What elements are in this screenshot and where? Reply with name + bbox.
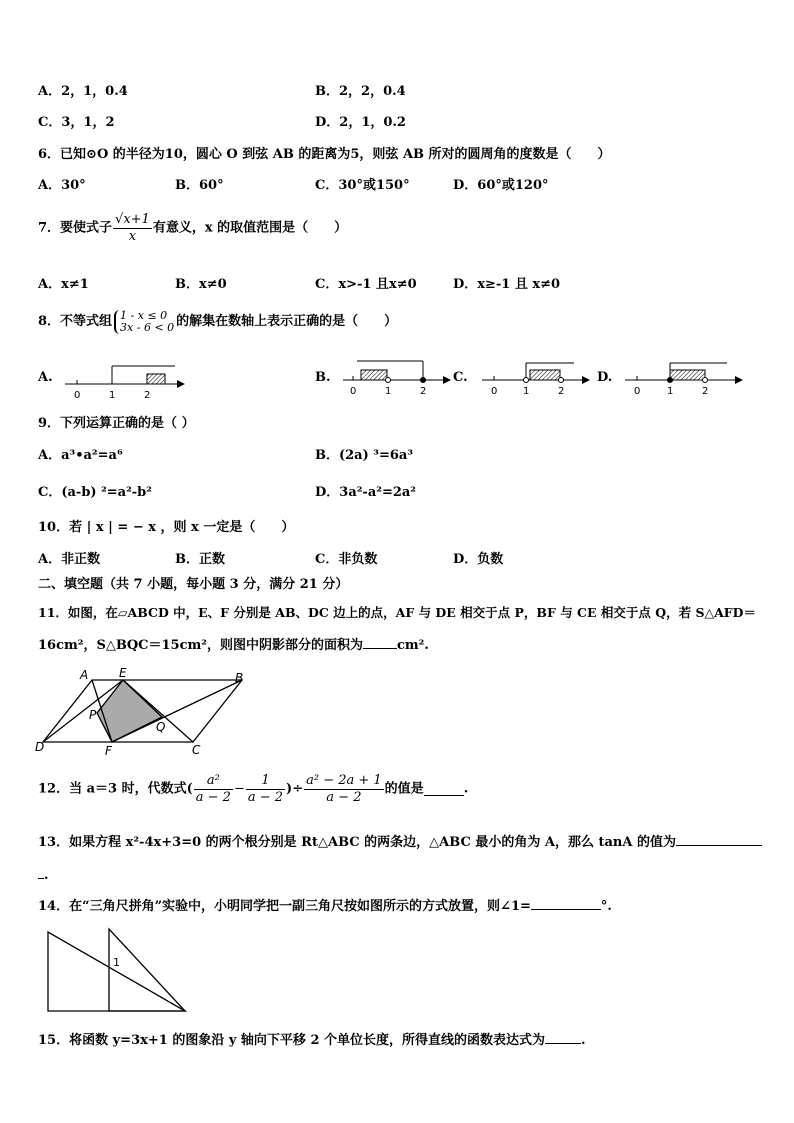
q6-option-b: B．60° [175,178,224,193]
q8-number-line-a [65,360,185,402]
q6-option-a: A．30° [38,178,86,193]
q9-stem: 9．下列运算正确的是（ ） [38,416,195,431]
q5-option-d: D．2，1，0.2 [315,115,406,130]
q8-inequality-system [114,310,174,334]
q7-numerator: √x+1 [115,212,150,227]
q7-stem [38,212,347,245]
q8-stem [38,310,397,334]
q6-option-d: D．60°或120° [453,178,549,193]
q10-option-a: A．非正数 [38,552,101,567]
q7-post: 有意义，x 的取值范围是（ ） [152,220,348,236]
q8a-tick-2: 2 [144,390,151,401]
q10-stem: 10．若 | x | = − x ，则 x 一定是（ ） [38,520,295,535]
q8d-tick-1: 1 [667,386,674,397]
q8d-tick-0: 0 [634,386,641,397]
q12-f2-denominator: a − 2 [247,790,284,805]
q11-shaded-region [97,680,162,742]
q8d-tick-2: 2 [702,386,709,397]
q14-stem [38,897,612,915]
q11-label-a: A [80,668,89,682]
q5-option-b: B．2，2，0.4 [315,84,406,99]
q11-label-c: C [192,743,201,757]
q13-line-1 [38,833,762,851]
q9-option-a: A．a³•a²=a⁶ [38,448,123,463]
q7-option-a: A．x≠1 [38,277,89,292]
q12-stem [38,773,468,806]
q7-option-d: D．x≥-1 且 x≠0 [453,277,561,292]
q11-line-1: 11．如图，在▱ABCD 中，E、F 分别是 AB、DC 边上的点，AF 与 DE 相交于点 P，BF 与 CE 相交于点 Q，若 S△AFD＝ [38,605,757,620]
q11-label-b: B [235,671,244,685]
q10-option-d: D．负数 [453,552,504,567]
q14-answer-blank[interactable] [531,897,601,910]
q11-line-2 [38,636,429,654]
q8-option-c-label: C. [453,370,468,385]
q8-number-line-d [625,355,743,397]
q7-fraction [113,212,152,245]
q12-answer-blank[interactable] [424,783,464,796]
q8a-tick-0: 0 [74,390,81,401]
q11-line-2a: 16cm²，S△BQC＝15cm²，则图中阴影部分的面积为 [38,638,363,653]
q12-fraction-1 [194,773,233,806]
q12-f1-numerator: a² [194,773,233,790]
q9-option-d: D．3a²-a²=2a² [315,485,417,500]
q14-pre: 14．在“三角尺拼角”实验中，小明同学把一副三角尺按如图所示的方式放置，则∠1= [38,899,531,914]
q12-fraction-3 [304,773,384,806]
q8-inequality-2: 3x - 6 < 0 [120,321,175,334]
q11-parallelogram-figure [35,665,250,760]
q14-angle-label: 1 [113,956,120,969]
q9-option-b: B．(2a) ³=6a³ [315,448,414,463]
q5-option-c: C．3，1，2 [38,115,115,130]
q14-triangle-30-60 [48,932,185,1011]
q11-label-q: Q [156,720,166,734]
q11-line-2b: cm². [396,638,429,653]
q8b-tick-2: 2 [420,386,427,397]
q8-post: 的解集在数轴上表示正确的是（ ） [176,314,398,329]
section-2-heading: 二、填空题（共 7 小题，每小题 3 分，满分 21 分） [38,577,349,592]
q7-pre: 7．要使式子 [38,220,113,236]
q11-label-e: E [119,666,127,680]
q8b-tick-0: 0 [350,386,357,397]
q12-f1-denominator: a − 2 [195,790,231,805]
q6-stem: 6．已知⊙O 的半径为10，圆心 O 到弦 AB 的距离为5，则弦 AB 所对的圆周角的度数是（ ） [38,147,611,162]
q10-option-b: B．正数 [175,552,225,567]
q11-label-p: P [89,708,97,722]
q8a-tick-1: 1 [109,390,116,401]
q8-inequality-1: 1 - x ≤ 0 [120,309,168,322]
q5-option-a: A．2，1，0.4 [38,84,128,99]
q13-answer-blank[interactable] [676,833,762,846]
q8c-tick-0: 0 [491,386,498,397]
q11-label-f: F [105,744,112,758]
q12-minus: − [233,781,245,797]
q8-option-b-label: B. [315,370,331,385]
q15-stem [38,1031,586,1049]
q8-number-line-b [343,355,451,397]
q14-triangle-45 [109,929,185,1011]
q15-pre: 15．将函数 y=3x+1 的图象沿 y 轴向下平移 2 个单位长度，所得直线的函数表达式为 [38,1033,546,1048]
q12-f3-denominator: a − 2 [326,790,362,805]
q8b-tick-1: 1 [385,386,392,397]
q8-pre: 8．不等式组 [38,314,113,329]
q7-denominator: x [128,229,137,244]
q8-option-a-label: A. [38,370,53,385]
q12-f2-numerator: 1 [246,773,285,790]
q8c-tick-2: 2 [558,386,565,397]
q12-post: 的值是 [384,781,424,797]
q13-text: 13．如果方程 x²-4x+3=0 的两个根分别是 Rt△ABC 的两条边，△ABC 最小的角为 A，那么 tanA 的值为 [38,835,676,850]
q6-option-c: C．30°或150° [315,178,410,193]
q12-fraction-2 [246,773,285,806]
q7-option-c: C．x>-1 且x≠0 [315,277,417,292]
q8-number-line-c [482,355,590,397]
q15-answer-blank[interactable] [545,1031,581,1044]
q14-triangle-ruler-figure [40,925,195,1017]
q12-f3-numerator: a² − 2a + 1 [306,773,382,788]
q11-answer-blank[interactable] [363,636,397,649]
q13-end: . [44,868,49,883]
q9-option-c: C．(a-b) ²=a²-b² [38,485,152,500]
q10-option-c: C．非负数 [315,552,378,567]
q8-option-d-label: D. [597,370,613,385]
q12-div: )÷ [286,781,304,797]
q12-end: . [463,781,469,797]
q12-pre: 12．当 a＝3 时，代数式( [38,781,193,797]
q14-post: °. [600,899,612,914]
q13-line-2 [38,866,49,884]
q7-option-b: B．x≠0 [175,277,227,292]
q15-post: . [581,1033,586,1048]
q11-label-d: D [35,740,45,754]
q8c-tick-1: 1 [523,386,530,397]
